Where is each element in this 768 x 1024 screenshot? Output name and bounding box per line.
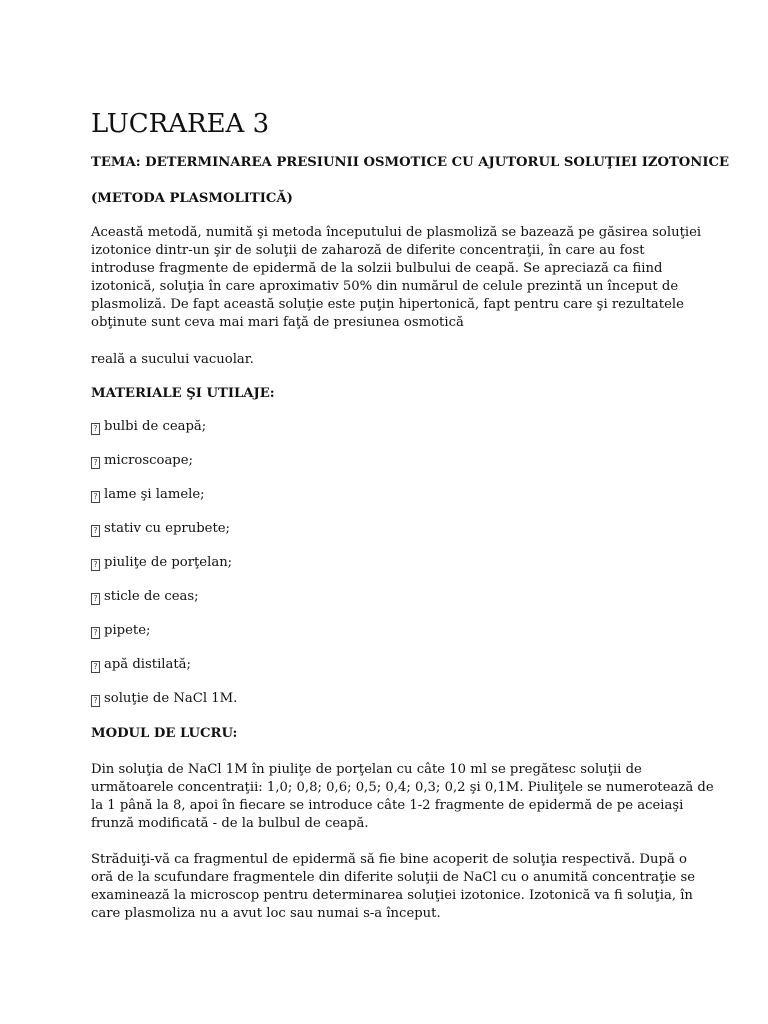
missing-glyph-icon: ? (91, 491, 100, 503)
intro-continuation (91, 351, 691, 369)
list-item (91, 418, 237, 452)
missing-glyph-icon: ? (91, 525, 100, 537)
intro-line: plasmoliză. De fapt această soluţie este puţin hipertonică, fapt pentru care şi rezultatele (91, 297, 684, 312)
list-item (91, 486, 237, 520)
missing-glyph-icon: ? (91, 457, 100, 469)
material-label: apă distilată; (104, 657, 191, 672)
topic-heading: TEMA: DETERMINAREA PRESIUNII OSMOTICE CU AJUTORUL SOLUŢIEI IZOTONICE (91, 155, 730, 170)
intro-paragraph (91, 224, 702, 332)
procedure-heading: MODUL DE LUCRU: (91, 726, 238, 741)
list-item (91, 588, 237, 622)
procedure-line: următoarele concentraţii: 1,0; 0,8; 0,6; 0,5; 0,4; 0,3; 0,2 şi 0,1M. Piuliţele se numerotează de (91, 780, 714, 795)
procedure-line: Străduiţi-vă ca fragmentul de epidermă să fie bine acoperit de soluţia respectivă. După o (91, 852, 687, 867)
intro-line: introduse fragmente de epidermă de la solzii bulbului de ceapă. Se apreciază ca fiind (91, 261, 663, 276)
procedure-paragraph-1 (91, 761, 714, 833)
page-title: LUCRAREA 3 (91, 109, 270, 139)
intro-line: obţinute sunt ceva mai mari faţă de presiunea osmotică (91, 315, 464, 330)
list-item (91, 690, 237, 724)
material-label: sticle de ceas; (104, 589, 199, 604)
list-item (91, 622, 237, 656)
missing-glyph-icon: ? (91, 661, 100, 673)
intro-continuation-text: reală a sucului vacuolar. (91, 352, 254, 367)
intro-line: izotonice dintr-un şir de soluţii de zaharoză de diferite concentraţii, în care au fost (91, 243, 645, 258)
material-label: bulbi de ceapă; (104, 419, 207, 434)
procedure-line: care plasmoliza nu a avut loc sau numai s-a început. (91, 906, 441, 921)
procedure-line: Din soluţia de NaCl 1M în piuliţe de porţelan cu câte 10 ml se pregătesc soluţii de (91, 762, 642, 777)
method-heading: (METODA PLASMOLITICĂ) (91, 191, 293, 206)
list-item (91, 554, 237, 588)
procedure-line: examinează la microscop pentru determinarea soluţiei izotonice. Izotonică va fi soluţia, în (91, 888, 693, 903)
list-item (91, 656, 237, 690)
material-label: stativ cu eprubete; (104, 521, 230, 536)
material-label: pipete; (104, 623, 151, 638)
material-label: soluţie de NaCl 1M. (104, 691, 238, 706)
missing-glyph-icon: ? (91, 627, 100, 639)
missing-glyph-icon: ? (91, 423, 100, 435)
missing-glyph-icon: ? (91, 593, 100, 605)
material-label: piuliţe de porţelan; (104, 555, 233, 570)
materials-list (91, 418, 237, 724)
list-item (91, 452, 237, 486)
intro-line: Această metodă, numită şi metoda începutului de plasmoliză se bazează pe găsirea soluţiei (91, 225, 702, 240)
procedure-line: oră de la scufundare fragmentele din diferite soluţii de NaCl cu o anumită concentraţie se (91, 870, 696, 885)
procedure-paragraph-2 (91, 851, 696, 923)
missing-glyph-icon: ? (91, 559, 100, 571)
missing-glyph-icon: ? (91, 695, 100, 707)
procedure-line: la 1 până la 8, apoi în fiecare se introduce câte 1-2 fragmente de epidermă de pe aceiaşi (91, 798, 684, 813)
material-label: microscoape; (104, 453, 193, 468)
intro-line: izotonică, soluţia în care aproximativ 50% din numărul de celule prezintă un început de (91, 279, 679, 294)
material-label: lame şi lamele; (104, 487, 205, 502)
materials-heading: MATERIALE ŞI UTILAJE: (91, 386, 275, 401)
procedure-line: frunză modificată - de la bulbul de ceapă. (91, 816, 369, 831)
list-item (91, 520, 237, 554)
